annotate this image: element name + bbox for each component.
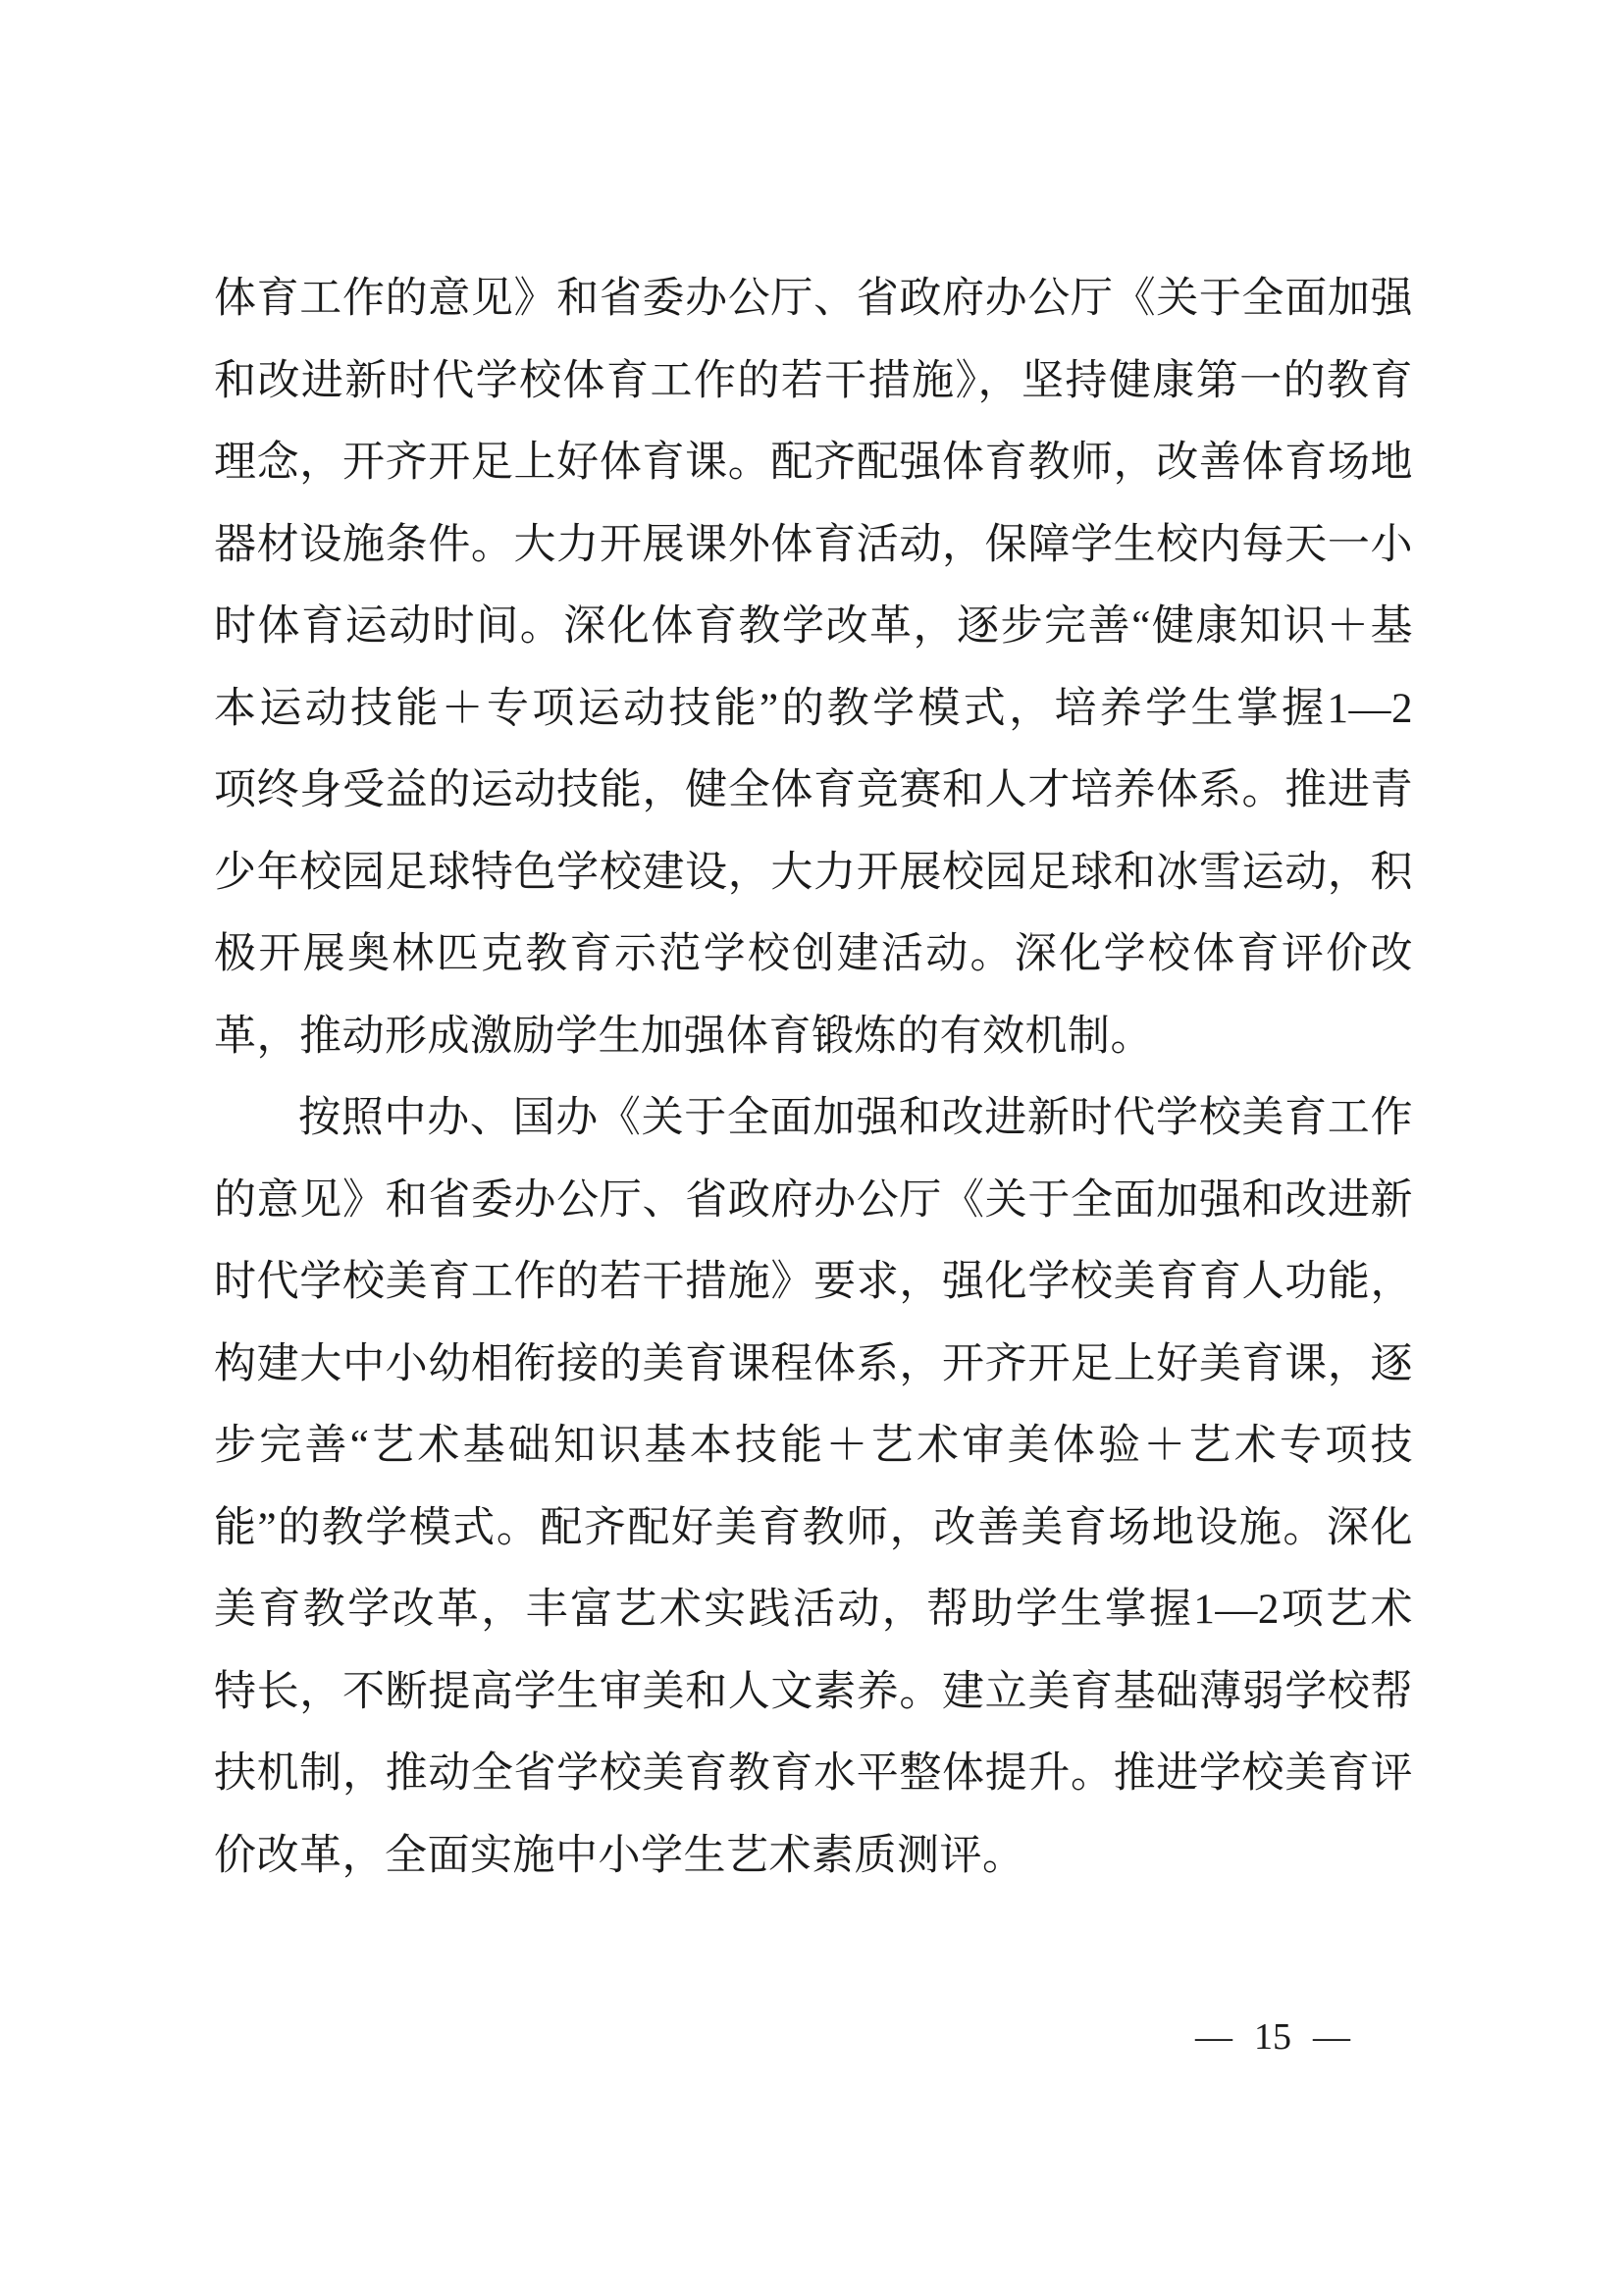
text-line: 极开展奥林匹克教育示范学校创建活动。深化学校体育评价改	[214, 931, 1413, 977]
text-line: 本运动技能＋专项运动技能”的教学模式，培养学生掌握1—2	[214, 685, 1413, 732]
text-line: 价改革，全面实施中小学生艺术素质测评。	[214, 1832, 1025, 1879]
text-line: 革，推动形成激励学生加强体育锻炼的有效机制。	[214, 1013, 1153, 1060]
document-body	[214, 258, 1413, 1897]
text-line: 时代学校美育工作的若干措施》要求，强化学校美育育人功能，	[214, 1259, 1413, 1305]
paragraph	[214, 1077, 1413, 1897]
text-line: 构建大中小幼相衔接的美育课程体系，开齐开足上好美育课，逐	[214, 1340, 1413, 1387]
text-line: 特长，不断提高学生审美和人文素养。建立美育基础薄弱学校帮	[214, 1668, 1413, 1715]
text-line: 体育工作的意见》和省委办公厅、省政府办公厅《关于全面加强	[214, 276, 1413, 322]
text-line: 的意见》和省委办公厅、省政府办公厅《关于全面加强和改进新	[214, 1176, 1413, 1224]
footer-right-dash: —	[1313, 2016, 1350, 2058]
paragraph	[214, 258, 1413, 1077]
footer-left-dash: —	[1195, 2016, 1232, 2058]
text-line: 项终身受益的运动技能，健全体育竞赛和人才培养体系。推进青	[214, 767, 1413, 813]
text-line: 按照中办、国办《关于全面加强和改进新时代学校美育工作	[298, 1095, 1413, 1141]
text-line: 和改进新时代学校体育工作的若干措施》，坚持健康第一的教育	[214, 357, 1413, 404]
text-line: 理念，开齐开足上好体育课。配齐配强体育教师，改善体育场地	[214, 440, 1413, 486]
text-line: 能”的教学模式。配齐配好美育教师，改善美育场地设施。深化	[214, 1504, 1413, 1551]
text-line: 器材设施条件。大力开展课外体育活动，保障学生校内每天一小	[214, 521, 1413, 568]
page-footer	[1195, 2013, 1350, 2061]
text-line: 步完善“艺术基础知识基本技能＋艺术审美体验＋艺术专项技	[214, 1423, 1413, 1469]
text-line: 时体育运动时间。深化体育教学改革，逐步完善“健康知识＋基	[214, 603, 1413, 650]
text-line: 美育教学改革，丰富艺术实践活动，帮助学生掌握1—2项艺术	[214, 1587, 1413, 1633]
page-number: 15	[1254, 2016, 1291, 2058]
text-line: 少年校园足球特色学校建设，大力开展校园足球和冰雪运动，积	[214, 849, 1413, 896]
text-line: 扶机制，推动全省学校美育教育水平整体提升。推进学校美育评	[214, 1750, 1413, 1797]
